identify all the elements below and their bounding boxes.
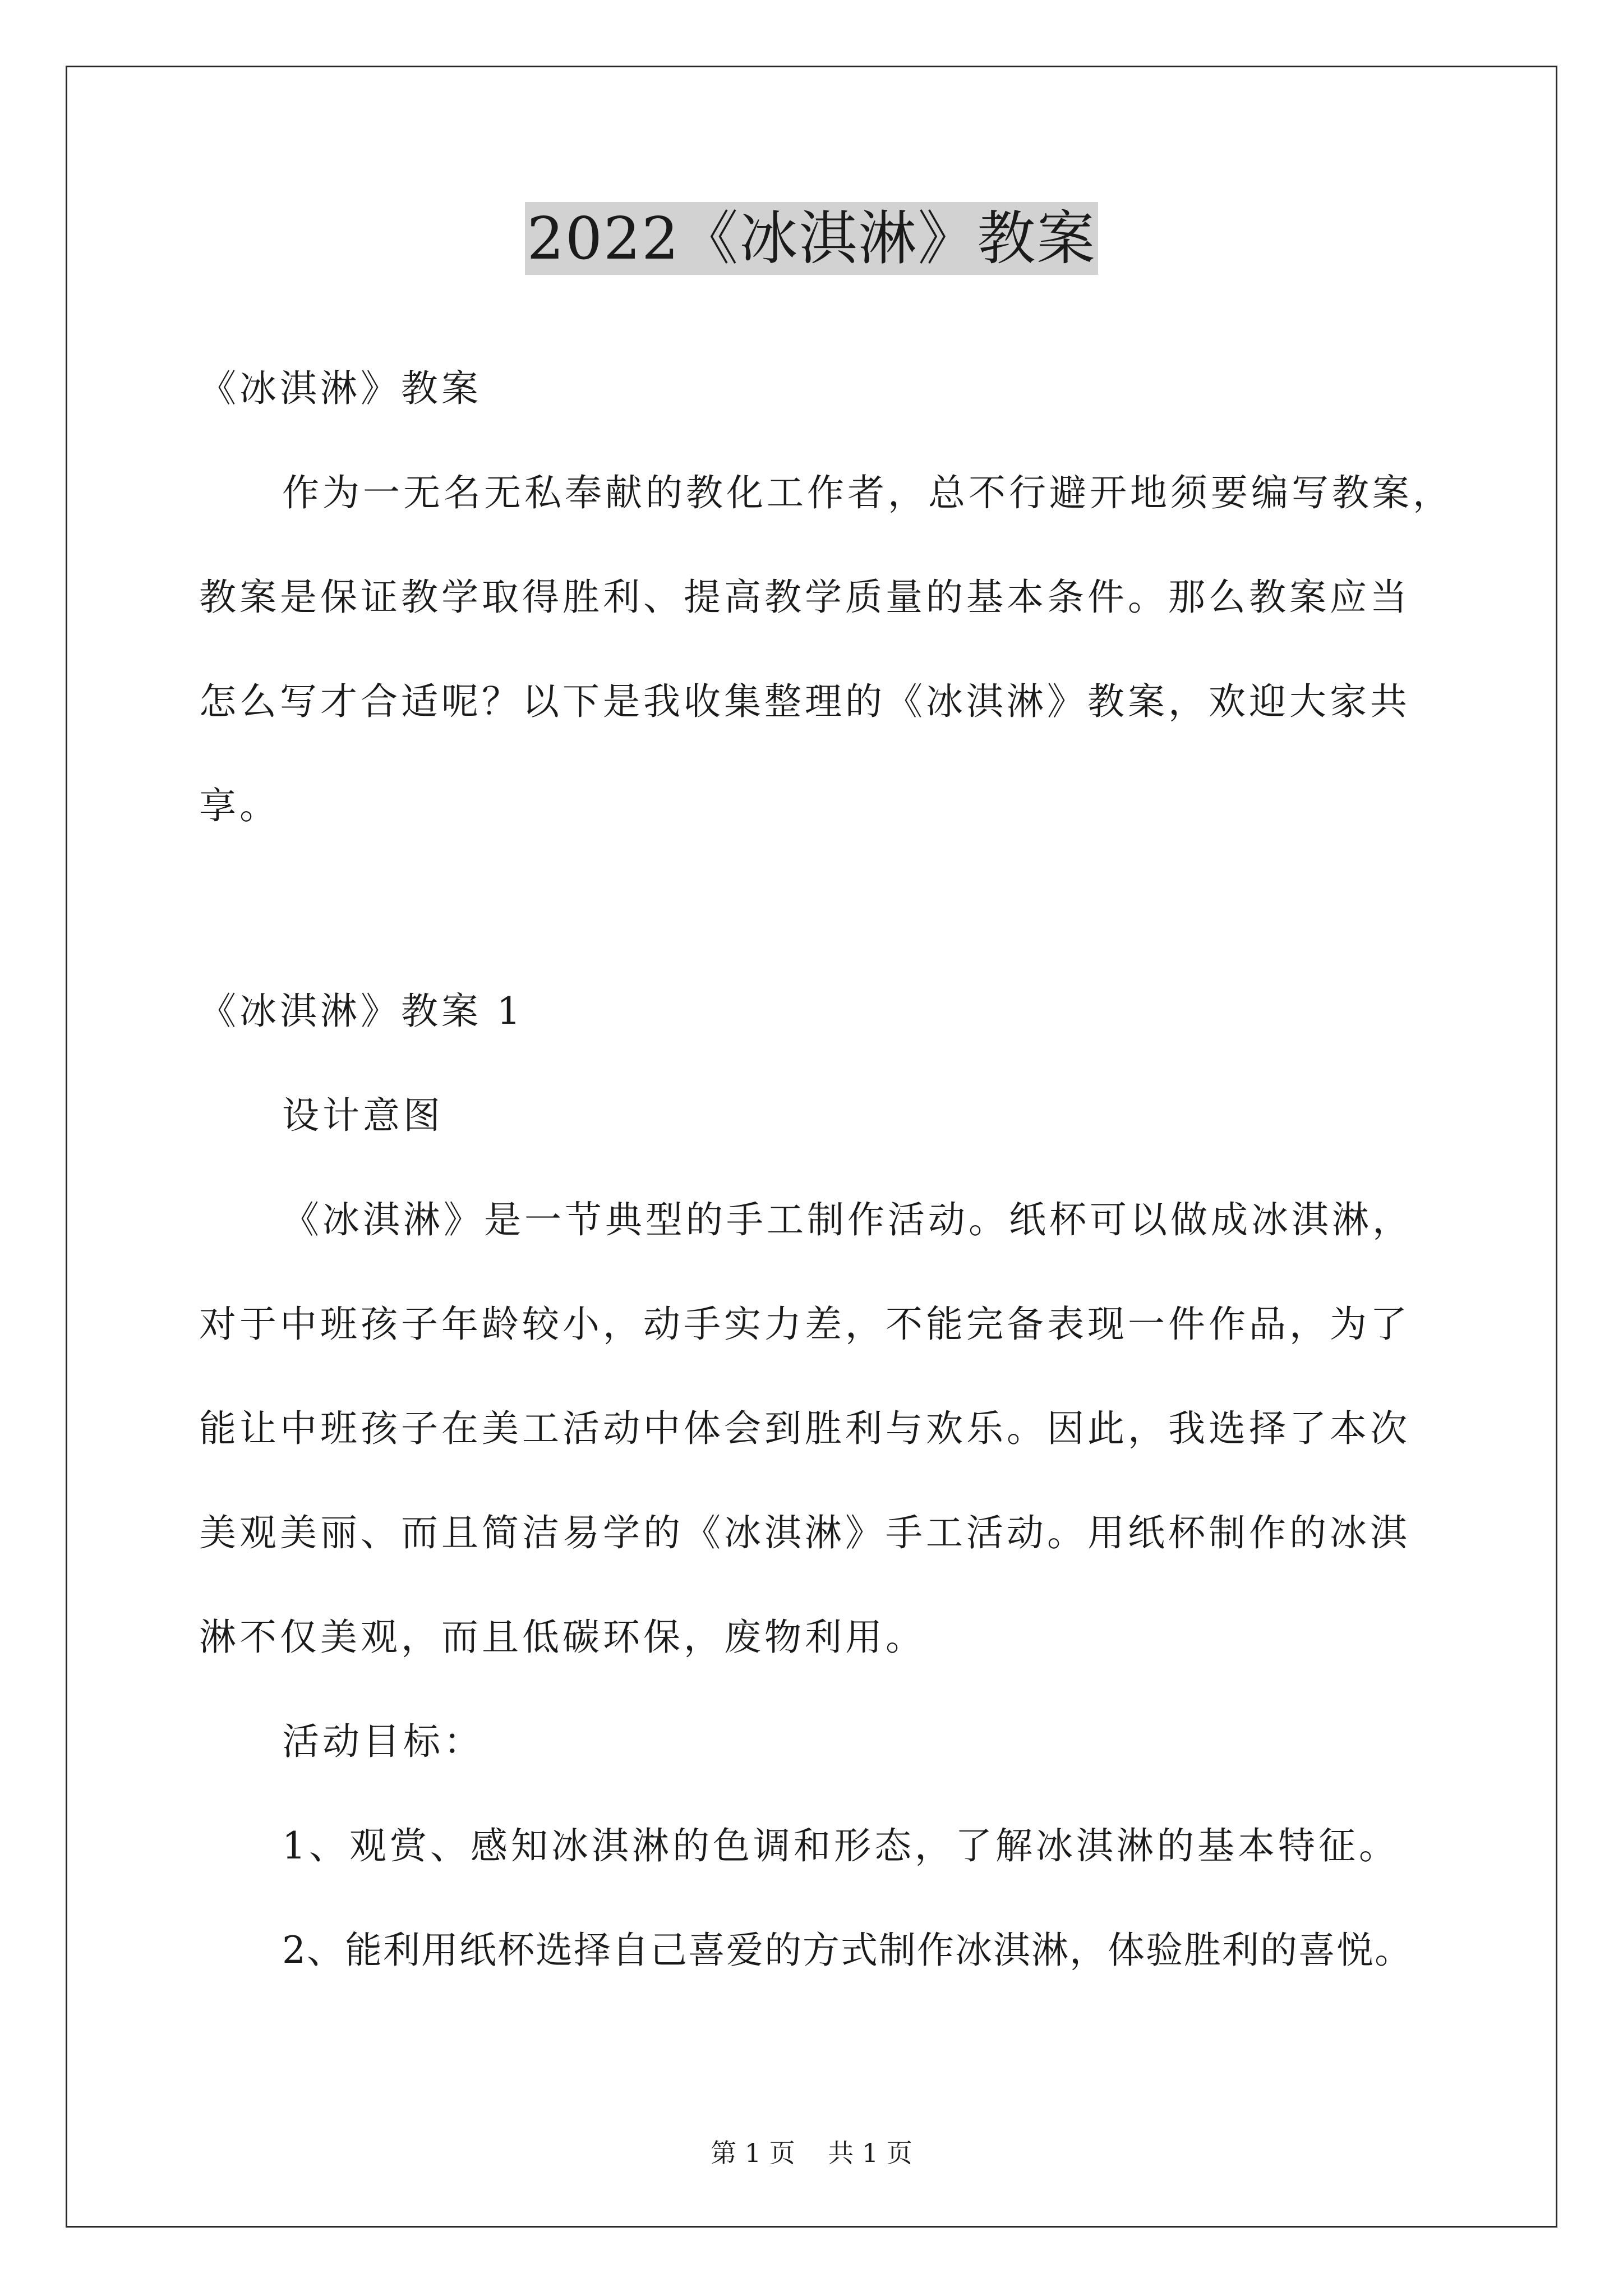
title-area xyxy=(0,202,1623,275)
page-footer: 第 1 页 共 1 页 xyxy=(711,2138,912,2168)
design-line: 对于中班孩子年龄较小，动手实力差，不能完备表现一件作品，为了 xyxy=(199,1303,1410,1346)
design-line: 《冰淇淋》是一节典型的手工制作活动。纸杯可以做成冰淇淋， xyxy=(282,1198,1413,1241)
intro-line: 享。 xyxy=(199,784,280,827)
goals-heading: 活动目标： xyxy=(282,1720,484,1763)
design-line: 美观美丽、而且简洁易学的《冰淇淋》手工活动。用纸杯制作的冰淇 xyxy=(199,1511,1410,1554)
subtitle: 《冰淇淋》教案 xyxy=(199,367,482,410)
design-heading: 设计意图 xyxy=(282,1094,444,1137)
intro-line: 作为一无名无私奉献的教化工作者，总不行避开地须要编写教案， xyxy=(282,471,1453,514)
intro-line: 教案是保证教学取得胜利、提高教学质量的基本条件。那么教案应当 xyxy=(199,576,1410,619)
goal-item: 1、观赏、感知冰淇淋的色调和形态，了解冰淇淋的基本特征。 xyxy=(282,1824,1399,1867)
design-line: 能让中班孩子在美工活动中体会到胜利与欢乐。因此，我选择了本次 xyxy=(199,1407,1410,1450)
document-title: 2022《冰淇淋》教案 xyxy=(525,202,1099,275)
section-heading: 《冰淇淋》教案 1 xyxy=(199,990,524,1033)
section-spacer xyxy=(199,858,1450,959)
goal-item: 2、能利用纸杯选择自己喜爱的方式制作冰淇淋，体验胜利的喜悦。 xyxy=(282,1929,1413,1972)
document-body xyxy=(199,337,1453,2003)
design-line: 淋不仅美观，而且低碳环保，废物利用。 xyxy=(199,1616,926,1659)
intro-line: 怎么写才合适呢？以下是我收集整理的《冰淇淋》教案，欢迎大家共 xyxy=(199,680,1410,723)
